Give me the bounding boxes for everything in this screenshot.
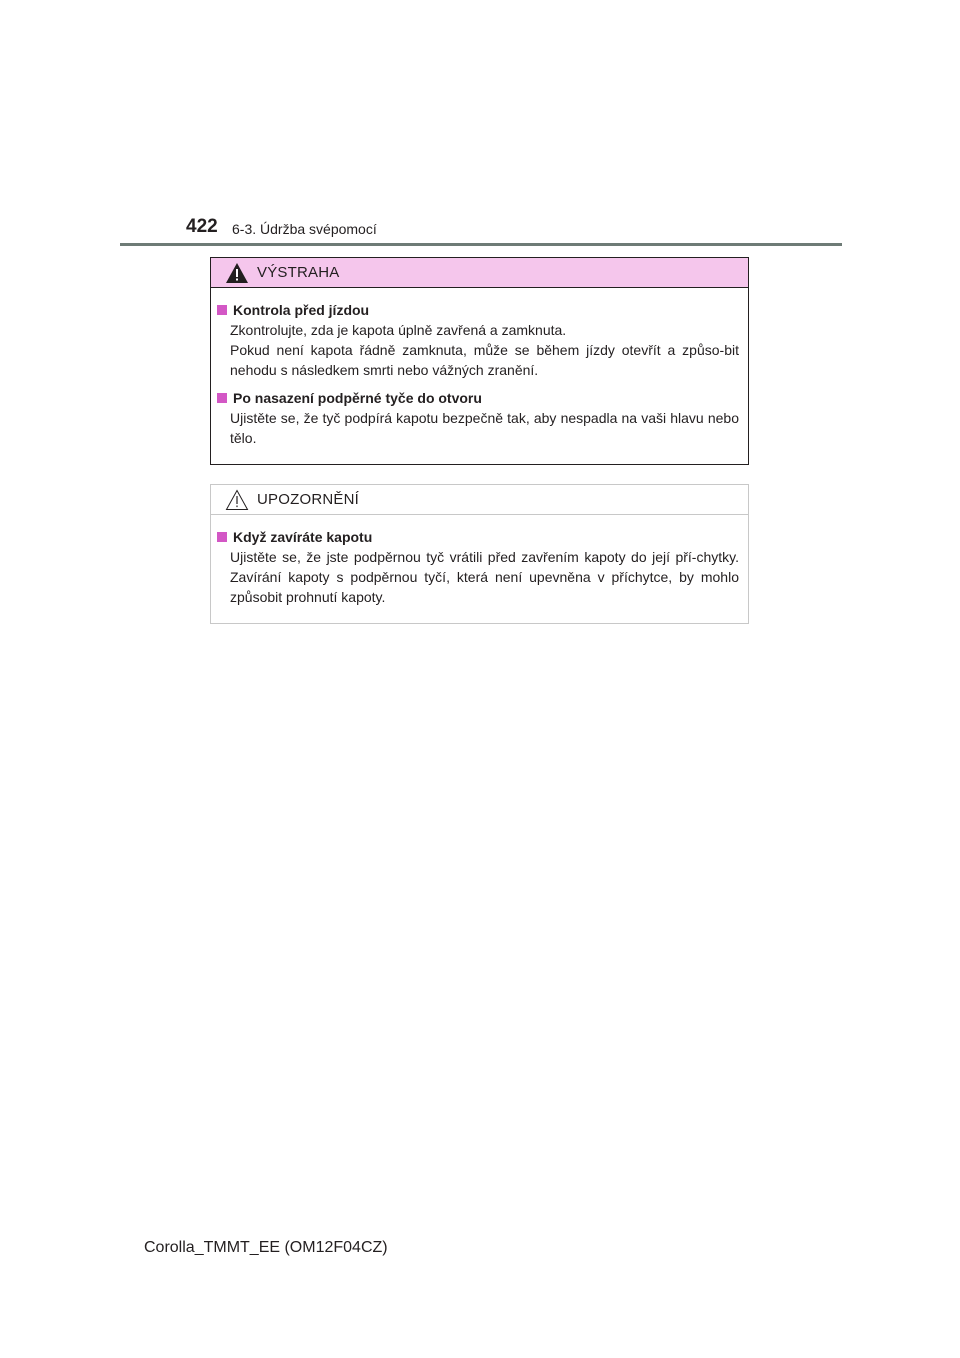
warning-triangle-outline-icon <box>225 489 249 511</box>
square-bullet-icon <box>217 393 227 403</box>
caution-box-header <box>211 485 748 515</box>
header-rule <box>120 243 842 246</box>
caution-item-text: Ujistěte se, že jste podpěrnou tyč vrátili před zavřením kapoty do její pří-chytky. Zavírání kapoty s podpěrnou tyčí, která není upevněna v příchytce, by mohlo způsobit prohnutí kapoty. <box>230 549 739 605</box>
section-title: 6-3. Údržba svépomocí <box>232 221 377 237</box>
warning-item-text: Ujistěte se, že tyč podpírá kapotu bezpečně tak, aby nespadla na vaši hlavu nebo tělo. <box>230 410 739 446</box>
square-bullet-icon <box>217 305 227 315</box>
caution-box <box>210 484 749 624</box>
warning-item <box>217 300 739 380</box>
warning-box <box>210 257 749 465</box>
caution-item <box>217 527 739 607</box>
warning-item <box>217 388 739 448</box>
page-number: 422 <box>186 216 218 237</box>
caution-box-title: UPOZORNĚNÍ <box>257 491 360 508</box>
warning-box-header <box>211 258 748 288</box>
warning-triangle-filled-icon <box>225 262 249 284</box>
warning-item-text: Pokud není kapota řádně zamknuta, může se během jízdy otevřít a způso-bit nehodu s následkem smrti nebo vážných zranění. <box>230 342 739 378</box>
warning-item-title: Po nasazení podpěrné tyče do otvoru <box>233 390 482 406</box>
warning-item-text: Zkontrolujte, zda je kapota úplně zavřená a zamknuta. <box>230 322 567 338</box>
warning-item-title: Kontrola před jízdou <box>233 302 370 318</box>
caution-item-title: Když zavíráte kapotu <box>233 529 373 545</box>
warning-box-title: VÝSTRAHA <box>257 264 340 281</box>
square-bullet-icon <box>217 532 227 542</box>
footer-document-id: Corolla_TMMT_EE (OM12F04CZ) <box>144 1239 388 1256</box>
